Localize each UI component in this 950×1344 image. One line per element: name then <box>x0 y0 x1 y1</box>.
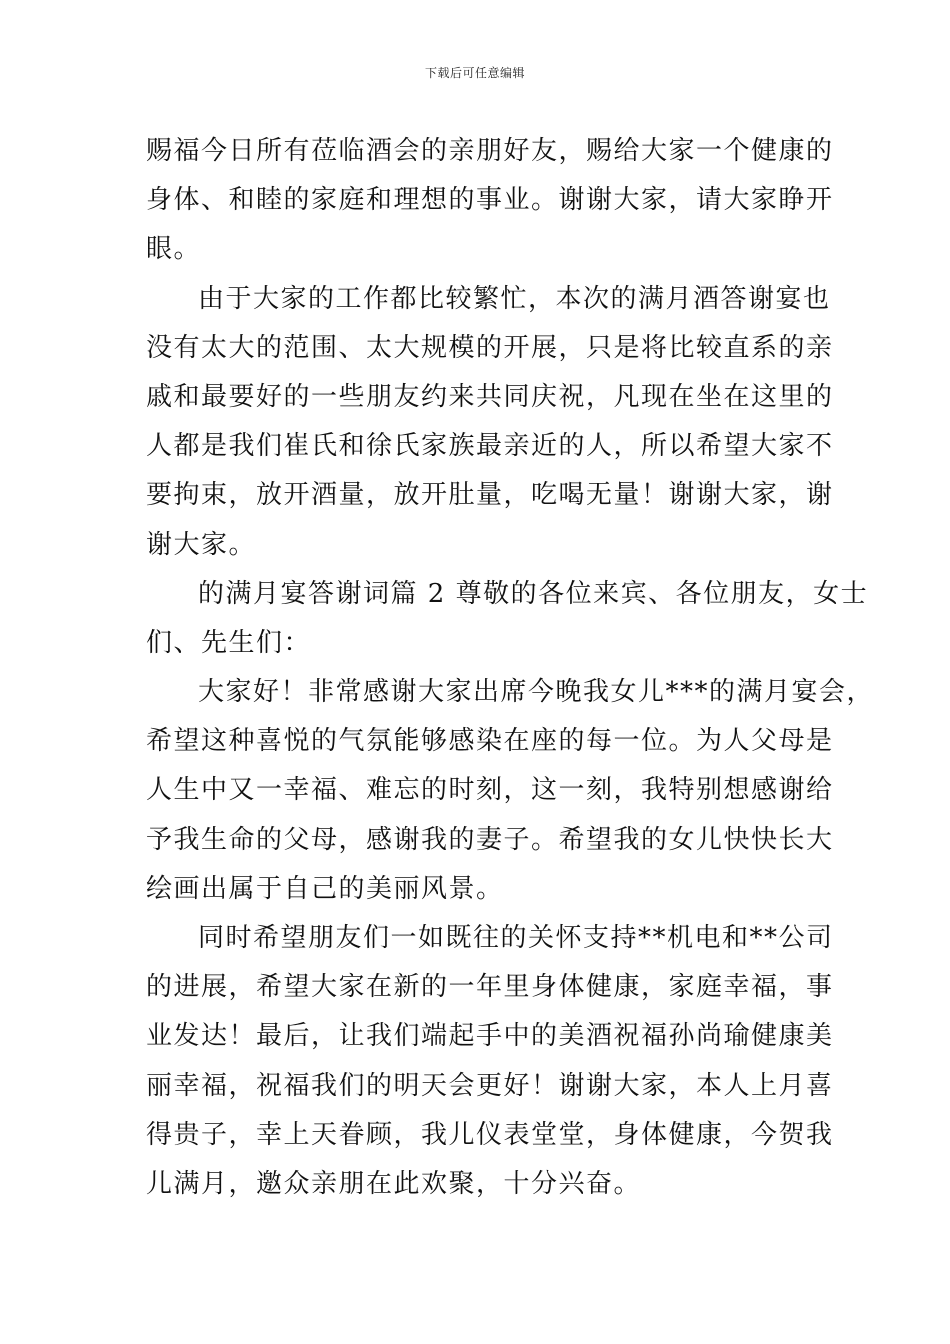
text-line: 绘画出属于自己的美丽风景。 <box>146 873 504 904</box>
text-line: 希望这种喜悦的气氛能够感染在座的每一位。为人父母是 <box>146 726 834 757</box>
text-line: 丽幸福，祝福我们的明天会更好！谢谢大家，本人上月喜 <box>146 1070 834 1101</box>
document-body <box>146 127 875 1209</box>
text-line: 戚和最要好的一些朋友约来共同庆祝，凡现在坐在这里的 <box>146 381 834 412</box>
text-line: 没有太大的范围、太大规模的开展，只是将比较直系的亲 <box>146 332 834 363</box>
text-line: 业发达！最后，让我们端起手中的美酒祝福孙尚瑜健康美 <box>146 1021 834 1052</box>
paragraph-5 <box>146 914 834 1209</box>
paragraph-3 <box>146 570 869 668</box>
text-line: 得贵子，幸上天眷顾，我儿仪表堂堂，身体健康，今贺我 <box>146 1119 834 1150</box>
paragraph-2 <box>146 275 834 570</box>
text-line: 要拘束，放开酒量，放开肚量，吃喝无量！谢谢大家，谢 <box>146 480 834 511</box>
text-line: 的进展，希望大家在新的一年里身体健康，家庭幸福，事 <box>146 972 834 1003</box>
text-line: 予我生命的父母，感谢我的妻子。希望我的女儿快快长大 <box>146 824 834 855</box>
text-line: 的满月宴答谢词篇 2 尊敬的各位来宾、各位朋友，女士 <box>198 578 869 609</box>
text-line: 赐福今日所有莅临酒会的亲朋好友，赐给大家一个健康的 <box>146 136 834 166</box>
text-line: 身体、和睦的家庭和理想的事业。谢谢大家，请大家睁开 <box>146 185 834 216</box>
text-line: 谢大家。 <box>146 529 257 560</box>
text-line: 大家好！非常感谢大家出席今晚我女儿***的满月宴会， <box>198 677 875 708</box>
page-header: 下载后可任意编辑 <box>424 66 525 80</box>
text-line: 由于大家的工作都比较繁忙，本次的满月酒答谢宴也 <box>198 283 831 314</box>
text-line: 人生中又一幸福、难忘的时刻，这一刻，我特别想感谢给 <box>146 775 834 806</box>
paragraph-1 <box>146 127 834 275</box>
paragraph-4 <box>146 668 875 914</box>
text-line: 儿满月，邀众亲朋在此欢聚，十分兴奋。 <box>146 1168 642 1199</box>
text-line: 眼。 <box>146 234 202 265</box>
text-line: 人都是我们崔氏和徐氏家族最亲近的人，所以希望大家不 <box>146 431 834 462</box>
text-line: 同时希望朋友们一如既往的关怀支持**机电和**公司 <box>198 923 834 953</box>
text-line: 们、先生们： <box>146 627 312 658</box>
